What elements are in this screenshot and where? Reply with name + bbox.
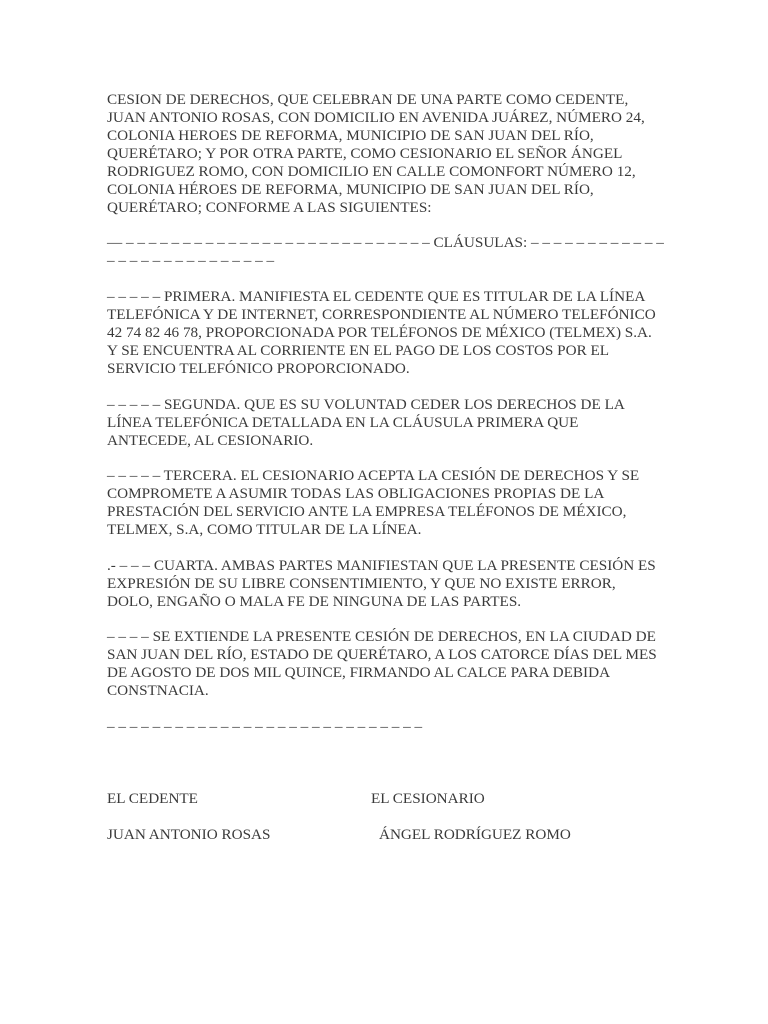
- intro-paragraph: CESION DE DERECHOS, QUE CELEBRAN DE UNA PARTE COMO CEDENTE, JUAN ANTONIO ROSAS, CON DOMICILIO EN AVENIDA JUÁREZ, NÚMERO 24, COLONIA HEROES DE REFORMA, MUNICIPIO DE SAN JUAN DEL RÍO, QUERÉTARO; Y POR OTRA PARTE, COMO CESIONARIO EL SEÑOR ÁNGEL RODRIGUEZ ROMO, CON DOMICILIO EN CALLE COMONFORT NÚMERO 12, COLONIA HÉROES DE REFORMA, MUNICIPIO DE SAN JUAN DEL RÍO, QUERÉTARO; CONFORME A LAS SIGUIENTES:: [107, 91, 645, 216]
- cesionario-name: ÁNGEL RODRÍGUEZ ROMO: [379, 826, 571, 843]
- cesionario-label: EL CESIONARIO: [371, 790, 485, 807]
- clause-segunda: – – – – – SEGUNDA. QUE ES SU VOLUNTAD CEDER LOS DERECHOS DE LA LÍNEA TELEFÓNICA DETALLADA EN LA CLÁUSULA PRIMERA QUE ANTECEDE, AL CESIONARIO.: [107, 396, 625, 449]
- cedente-name: JUAN ANTONIO ROSAS: [107, 826, 271, 843]
- cedente-label: EL CEDENTE: [107, 790, 198, 807]
- clause-cuarta: .- – – – CUARTA. AMBAS PARTES MANIFIESTAN QUE LA PRESENTE CESIÓN ES EXPRESIÓN DE SU LIBRE CONSENTIMIENTO, Y QUE NO EXISTE ERROR, DOLO, ENGAÑO O MALA FE DE NINGUNA DE LAS PARTES.: [107, 557, 656, 610]
- closing-dash-rule: – – – – – – – – – – – – – – – – – – – – – – – – – – – –: [107, 718, 423, 735]
- clause-tercera: – – – – – TERCERA. EL CESIONARIO ACEPTA LA CESIÓN DE DERECHOS Y SE COMPROMETE A ASUMIR TODAS LAS OBLIGACIONES PROPIAS DE LA PRESTACIÓN DEL SERVICIO ANTE LA EMPRESA TELÉFONOS DE MÉXICO, TELMEX, S.A, COMO TITULAR DE LA LÍNEA.: [107, 467, 640, 538]
- clausulas-heading: — – – – – – – – – – – – – – – – – – – – – – – – – – – – CLÁUSULAS: – – – – – – – – – – – – – – – – – – – – – – – – – – –: [107, 234, 664, 269]
- clause-primera: – – – – – PRIMERA. MANIFIESTA EL CEDENTE QUE ES TITULAR DE LA LÍNEA TELEFÓNICA Y DE INTERNET, CORRESPONDIENTE AL NÚMERO TELEFÓNICO 42 74 82 46 78, PROPORCIONADA POR TELÉFONOS DE MÉXICO (TELMEX) S.A. Y SE ENCUENTRA AL CORRIENTE EN EL PAGO DE LOS COSTOS POR EL SERVICIO TELEFÓNICO PROPORCIONADO.: [107, 288, 656, 377]
- closing-paragraph: – – – – SE EXTIENDE LA PRESENTE CESIÓN DE DERECHOS, EN LA CIUDAD DE SAN JUAN DEL RÍO, ESTADO DE QUERÉTARO, A LOS CATORCE DÍAS DEL MES DE AGOSTO DE DOS MIL QUINCE, FIRMANDO AL CALCE PARA DEBIDA CONSTNACIA.: [107, 628, 657, 699]
